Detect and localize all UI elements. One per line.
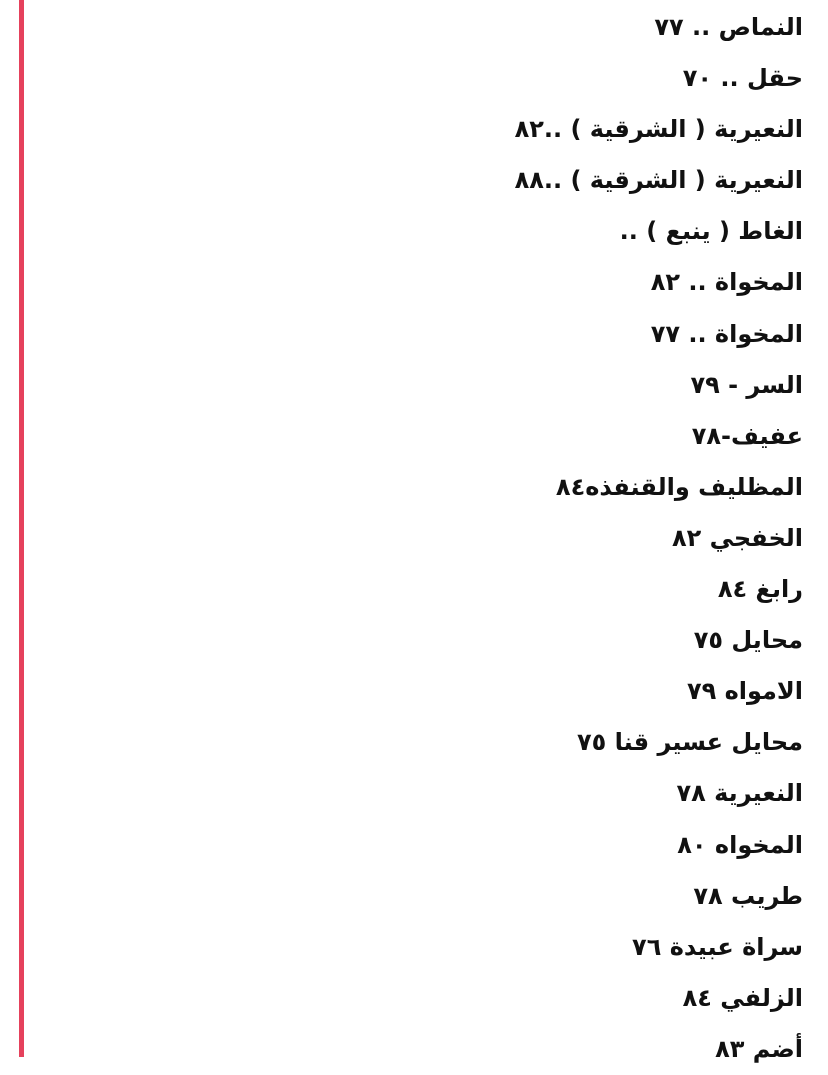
list-item: محايل عسير قنا ٧٥ <box>576 728 803 757</box>
list-item: النعيرية ( الشرقية ) ..٨٢ <box>514 115 803 144</box>
list-item: طريب ٧٨ <box>693 881 803 910</box>
city-list <box>43 2 803 1075</box>
list-item: النعيرية ( الشرقية ) ..٨٨ <box>514 166 803 195</box>
list-item: عفيف-٧٨ <box>691 421 803 450</box>
list-item: النماص .. ٧٧ <box>654 13 803 41</box>
list-item: المخواة .. ٨٢ <box>650 268 803 297</box>
list-item: الغاط ( ينبع ) .. <box>619 217 803 246</box>
list-item: حقل .. ٧٠ <box>682 64 803 93</box>
list-item: رابغ ٨٤ <box>717 575 803 604</box>
list-item: النعيرية ٧٨ <box>676 779 803 808</box>
list-item: محايل ٧٥ <box>693 626 803 655</box>
list-item: المخواه ٨٠ <box>677 830 803 859</box>
list-item: المخواة .. ٧٧ <box>650 319 803 348</box>
list-item: الخفجي ٨٢ <box>671 523 803 552</box>
list-item: سراة عبيدة ٧٦ <box>632 932 803 961</box>
list-item: السر - ٧٩ <box>690 370 803 399</box>
list-item: المظليف والقنفذه٨٤ <box>555 472 803 501</box>
accent-bar <box>19 0 24 1057</box>
list-item: الامواه ٧٩ <box>686 677 803 706</box>
list-item: أضم ٨٣ <box>715 1034 803 1063</box>
list-item: الزلفي ٨٤ <box>682 983 803 1012</box>
